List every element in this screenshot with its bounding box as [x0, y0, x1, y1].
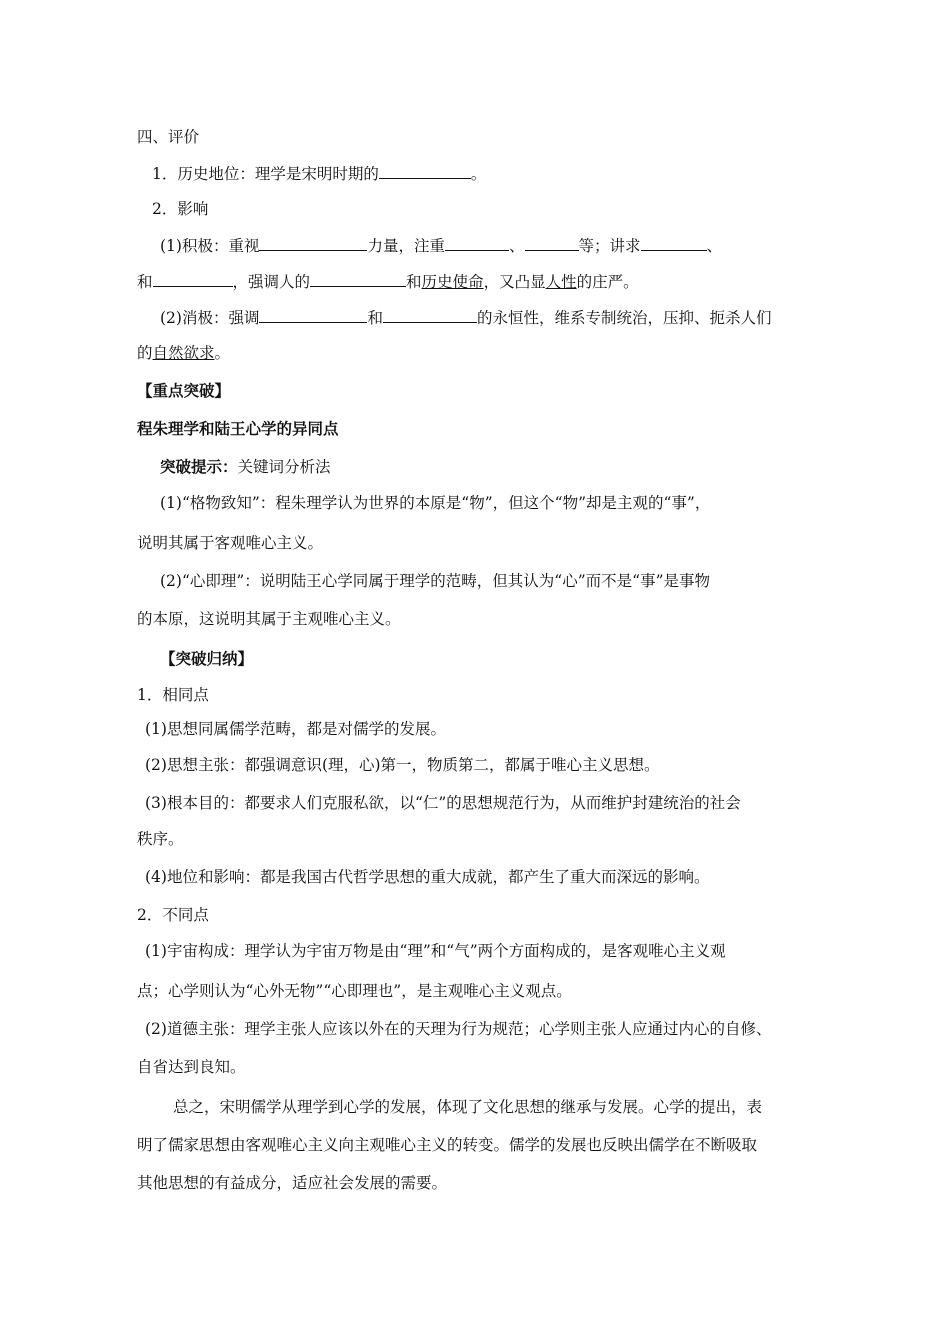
positive-line-1 — [160, 234, 722, 257]
underlined-term: 人性 — [545, 273, 577, 291]
text-segment: 、 — [706, 237, 723, 255]
history-status-label: 1．历史地位：理学是宋明时期的 — [152, 165, 379, 183]
list-item: (1)宇宙构成：理学认为宇宙万物是由“理”和“气”两个方面构成的，是客观唯心主义观 — [145, 942, 726, 960]
focus-paragraph-1-cont: 说明其属于客观唯心主义。 — [137, 534, 324, 552]
text-segment: 的 — [137, 344, 153, 362]
list-item-cont: 自省达到良知。 — [137, 1058, 246, 1076]
focus-title: 程朱理学和陆王心学的异同点 — [137, 420, 339, 438]
text-segment: 的永恒性，维系专制统治，压抑、扼杀人们 — [476, 309, 772, 327]
list-item: (2)思想主张：都强调意识(理，心)第一，物质第二，都属于唯心主义思想。 — [145, 756, 660, 774]
tip-text: 关键词分析法 — [237, 458, 331, 476]
text-segment: 、 — [508, 237, 525, 255]
section-heading: 四、评价 — [137, 128, 200, 146]
text-segment: 力量，注重 — [367, 237, 445, 255]
focus-paragraph-2: (2)“心即理”：说明陆王心学同属于理学的范畴，但其认为“心”而不是“事”是事物 — [160, 572, 711, 590]
negative-line-1 — [160, 306, 772, 329]
text-segment: 。 — [214, 344, 231, 362]
tip-label: 突破提示： — [160, 458, 238, 476]
list-item-cont: 点；心学则认为“心外无物”“心即理也”，是主观唯心主义观点。 — [137, 982, 572, 1000]
fill-blank[interactable] — [383, 306, 477, 323]
focus-tip — [160, 456, 331, 478]
list-item: (1)思想同属儒学范畴，都是对儒学的发展。 — [145, 720, 446, 738]
same-title: 1．相同点 — [137, 686, 209, 704]
text-segment: 等；讲求 — [578, 237, 641, 255]
fill-blank[interactable] — [641, 234, 707, 251]
conclusion-line-3: 其他思想的有益成分，适应社会发展的需要。 — [137, 1174, 448, 1192]
text-segment: ，又凸显 — [483, 273, 546, 291]
fill-blank[interactable] — [153, 270, 233, 287]
history-status-line — [152, 162, 486, 185]
focus-heading: 【重点突破】 — [137, 382, 231, 400]
text-segment: 和 — [367, 309, 383, 327]
fill-blank[interactable] — [259, 234, 367, 251]
underlined-term: 自然欲求 — [152, 344, 215, 362]
focus-paragraph-1: (1)“格物致知”：程朱理学认为世界的本原是“物”，但这个“物”却是主观的“事”， — [160, 494, 711, 512]
fill-blank[interactable] — [445, 234, 509, 251]
fill-blank[interactable] — [310, 270, 406, 287]
list-item: (2)道德主张：理学主张人应该以外在的天理为行为规范；心学则主张人应通过内心的自修、 — [145, 1020, 772, 1038]
conclusion-line-2: 明了儒家思想由客观唯心主义向主观唯心主义的转变。儒学的发展也反映出儒学在不断吸取 — [137, 1136, 758, 1154]
summary-heading: 【突破归纳】 — [160, 650, 254, 668]
text-segment: 的庄严。 — [576, 273, 639, 291]
influence-title: 2．影响 — [152, 200, 209, 218]
underlined-term: 历史使命 — [421, 273, 484, 291]
negative-line-2 — [137, 342, 230, 364]
punctuation: 。 — [470, 165, 487, 183]
text-segment: 和 — [137, 273, 153, 291]
list-item: (4)地位和影响：都是我国古代哲学思想的重大成就，都产生了重大而深远的影响。 — [145, 868, 710, 886]
focus-paragraph-2-cont: 的本原，这说明其属于主观唯心主义。 — [137, 610, 401, 628]
fill-blank[interactable] — [525, 234, 579, 251]
text-segment: (2)消极：强调 — [160, 309, 260, 327]
list-item: (3)根本目的：都要求人们克服私欲，以“仁”的思想规范行为，从而维护封建统治的社会 — [145, 794, 741, 812]
text-segment: 和 — [406, 273, 422, 291]
list-item-cont: 秩序。 — [137, 830, 184, 848]
positive-line-2 — [137, 270, 639, 293]
text-segment: (1)积极：重视 — [160, 237, 260, 255]
conclusion-line-1: 总之，宋明儒学从理学到心学的发展，体现了文化思想的继承与发展。心学的提出，表 — [173, 1098, 763, 1116]
fill-blank[interactable] — [379, 162, 471, 179]
text-segment: ，强调人的 — [232, 273, 311, 291]
diff-title: 2．不同点 — [137, 906, 209, 924]
fill-blank[interactable] — [259, 306, 367, 323]
